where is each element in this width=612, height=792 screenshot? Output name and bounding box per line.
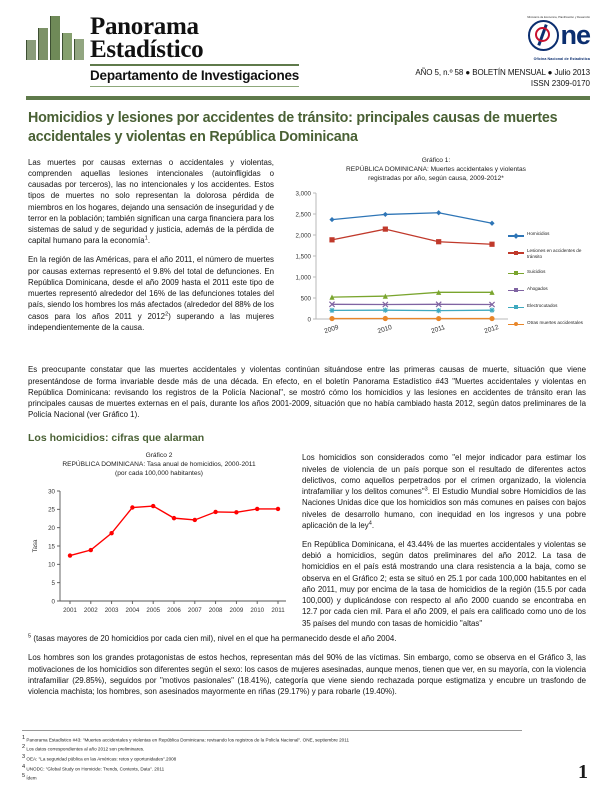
brand-rule (90, 64, 299, 66)
issn-info: ISSN 2309-0170 (530, 79, 590, 88)
grafico1-label: Gráfico 1: (421, 156, 451, 164)
homicidios-paragraph-2-cont-wrap (28, 633, 586, 697)
header-divider-band (26, 96, 590, 100)
svg-text:2,500: 2,500 (295, 211, 311, 219)
page-header (0, 0, 612, 88)
svg-text:0: 0 (307, 316, 311, 324)
grafico1-legend (508, 231, 586, 336)
grafico1-series-1 (329, 227, 494, 247)
footnotes-block (22, 730, 522, 782)
homicidios-paragraph-2-start (302, 539, 586, 629)
grafico2-title (28, 452, 290, 479)
grafico1-title-main: REPÚBLICA DOMINICANA: Muertes accidentales y violentas (346, 165, 526, 173)
svg-text:15: 15 (48, 543, 55, 551)
grafico2-xtick: 2011 (271, 607, 285, 615)
svg-text:25: 25 (48, 506, 55, 514)
masthead-brand (26, 14, 299, 87)
department-label: Departamento de Investigaciones (90, 68, 300, 83)
legend-item (508, 320, 586, 328)
top-section (28, 157, 586, 356)
svg-text:0: 0 (51, 598, 55, 606)
legend-label: Homicidios (527, 231, 550, 237)
svg-text:500: 500 (300, 295, 311, 303)
footnote-number: 5 (22, 773, 26, 780)
page-number: 1 (578, 761, 588, 783)
intro-paragraph-1 (28, 157, 274, 247)
bar-chart-logo-icon (26, 14, 84, 62)
svg-text:2,000: 2,000 (295, 232, 311, 240)
legend-label: Electrocutados (527, 302, 558, 308)
svg-text:1,000: 1,000 (295, 274, 311, 282)
grafico1-series-2 (329, 290, 494, 300)
footnote-ref-2: 2 (165, 310, 169, 317)
grafico1-xtick: 2012 (483, 324, 500, 336)
intro-text-column (28, 157, 274, 356)
legend-swatch-icon (508, 270, 524, 277)
section-heading-homicidios: Los homicidios: cifras que alarman (28, 432, 205, 445)
hom-p2b-text: (tasas mayores de 20 homicidios por cada cien mil), nivel en el que ha permanecido desde el año 2004. (31, 634, 397, 644)
legend-swatch-icon (508, 249, 524, 256)
homicidios-section (28, 452, 586, 631)
grafico2-xtick: 2004 (125, 607, 140, 615)
legend-swatch-icon (508, 321, 524, 328)
hom-p1c-text: . (371, 520, 375, 530)
one-o-glyph (528, 20, 559, 51)
department-rule (90, 86, 299, 87)
grafico2-ylabel: Tasa (33, 539, 39, 553)
grafico2-xtick: 2005 (146, 607, 161, 615)
legend-item (508, 269, 586, 277)
intro-paragraph-2 (28, 254, 274, 333)
grafico2-xtick: 2010 (250, 607, 265, 615)
footnote-number: 1 (22, 734, 26, 741)
intro-p1-end: . (147, 236, 151, 246)
legend-label: Suicidios (527, 268, 546, 274)
grafico2-svg (28, 483, 290, 631)
legend-label: Ahogados (527, 285, 548, 291)
grafico2-plot (28, 483, 290, 631)
one-logo-block (415, 14, 590, 88)
legend-item (508, 248, 586, 259)
one-logo-subtitle: Oficina Nacional de Estadística (533, 57, 590, 61)
legend-swatch-icon (508, 232, 524, 239)
one-ne-text: ne (560, 20, 590, 50)
hom-p1a-text: Los homicidios son considerados como "el mejor indicador para estimar los niveles de violencia de un país porque son el resultado de diferentes actos delictivos, como aquellos perpetrados por el crimen organizado, la violencia intrafamiliar y los delitos comunes" (302, 453, 586, 497)
footnote-item: $^3$ OEA: "La seguridad pública en las Américas: retos y oportunidades".2008 (22, 754, 177, 762)
grafico1-series-4 (329, 308, 494, 314)
legend-item (508, 231, 586, 239)
legend-item (508, 286, 586, 294)
svg-text:30: 30 (48, 488, 55, 496)
grafico1-plot (286, 187, 586, 355)
hom-p2a-text: En República Dominicana, el 43.44% de las muertes accidentales y violentas se debió a homicidios, según datos preliminares del año 2012. La tasa de homicidios en el país está mostrando una clara resistencia a la baja, como se observa en el Gráfico 2; esta se situó en 25.1 por cada 100,000 habitantes en el año 2011, muy por encima de la tasa de homicidios de la región (15.5 por cada 100,000) y duplicándose con respecto al año 2000 cuando se encontraba en 12.7 por cada cien mil. Para el año 2009, el país era calificado como uno de los 35 países del mundo con tasas de homicidio "altas" (302, 540, 586, 628)
footnote-ref-3: 3 (424, 486, 428, 493)
svg-text:1,500: 1,500 (295, 253, 311, 261)
grafico2-xtick: 2007 (187, 607, 202, 615)
masthead-text (90, 14, 299, 87)
grafico1-column (286, 157, 586, 356)
grafico1-xtick: 2009 (323, 324, 340, 336)
footnote-item: $^4$ UNODC: "Global Study on Homicide: Trends, Contexts, Data". 2011 (22, 763, 165, 772)
svg-text:5: 5 (51, 580, 55, 588)
homicidios-paragraph-2-end (28, 633, 586, 644)
brand-title-line1: Panorama (90, 13, 199, 40)
svg-text:10: 10 (48, 561, 55, 569)
grafico1-series-3 (329, 302, 494, 307)
grafico2-xtick: 2002 (83, 607, 98, 615)
footnote-ref-1: 1 (144, 235, 148, 242)
intro-p2a-text: En la región de las Américas, para el año 2011, el número de muertes por causas externas representó el 9.8% del total de defunciones. En República Dominicana, desde el año 2009 hasta el 2011 este tipo de muertes representó alrededor del 16% de las defunciones totales del país, siendo los hombres los más afectados (alrededor del 88% de los casos para los años 2011 y 2012 (28, 255, 274, 321)
grafico2-xtick: 2001 (63, 607, 77, 615)
grafico1-xtick: 2011 (430, 324, 447, 336)
grafico2-title-main: REPÚBLICA DOMINICANA: Tasa anual de homicidios, 2000-2011 (62, 461, 256, 469)
footnote-ref-5: 5 (28, 633, 32, 640)
ministry-label: Ministerio de Economía, Planificación y Desarrollo (527, 16, 590, 19)
footnote-number: 4 (22, 763, 26, 770)
homicidios-paragraph-1 (302, 452, 586, 531)
footnote-ref-4: 4 (368, 520, 372, 527)
grafico2-xtick: 2008 (208, 607, 223, 615)
grafico1-series-5 (329, 316, 494, 321)
intro-paragraph-3: Es preocupante constatar que las muertes accidentales y violentas continúan situándose entre las primeras causas de muerte, situación que viene presentándose de forma invariable desde más de una década. En efecto, en el boletín Panorama Estadístico #43 "Muertes accidentales y violentas en República Dominicana: revisando los registros de la Policía Nacional", se mostró cómo los homicidios y las lesiones en accidentes de tránsito eran las principales causas de muertes externas en el país, durante los años 2001-2009, situación que no había cambiado hasta 2012, según datos preliminares de la Policía Nacional (ver Gráfico 1). (28, 365, 586, 420)
grafico1-title (286, 157, 586, 184)
legend-swatch-icon (508, 287, 524, 294)
legend-item (508, 303, 586, 311)
grafico2-xtick: 2009 (229, 607, 244, 615)
footnote-number: 2 (22, 744, 26, 751)
intro-p2b-text: ) superando a las mujeres independientemente de la causa. (28, 311, 274, 332)
homicidios-paragraph-3: Los hombres son los grandes protagonistas de estos hechos, representan más del 90% de las víctimas. Sin embargo, como se observa en el Gráfico 3, las motivaciones de los homicidios son diferentes según el sexo: los casos de mujeres asesinadas, aunque menos, tienen que ver, en su mayoría, con la violencia intrafamiliar (29.85%), seguidos por "motivos pasionales" (18.41%), categoría que viene siendo rechazada porque estigmatiza y encubre un trasfondo de violencia machista; los hombres, son asesinados mayormente en riñas (29.17%) y para robarle (19.40%). (28, 653, 586, 697)
one-logo-icon (528, 20, 590, 51)
svg-text:20: 20 (48, 525, 55, 533)
svg-text:3,000: 3,000 (295, 190, 311, 198)
grafico1-series-0 (329, 211, 494, 227)
legend-label: Otras muertes accidentales (527, 319, 583, 325)
grafico2-subtitle: (por cada 100,000 habitantes) (115, 470, 203, 478)
intro-paragraph-3-wrap (28, 364, 586, 420)
grafico2-xtick: 2003 (104, 607, 119, 615)
footnote-item: $^2$ Los datos correspondientes al año 2012 son preliminares. (22, 744, 145, 752)
issue-info: AÑO 5, n.º 58 ● BOLETÍN MENSUAL ● Julio 2013 (415, 68, 590, 77)
hom-p1b-text: . El Estudio Mundial sobre Homicidios de las Naciones Unidas dice que los homicidios son más comunes en países con bajos niveles de desarrollo humano, con inequidad en los ingresos y una pobre aplicación de la ley (302, 487, 586, 530)
grafico2-column (28, 452, 290, 631)
grafico1-xtick: 2010 (376, 324, 393, 336)
intro-p1-text: Las muertes por causas externas o accidentales y violentas, comprenden aquellas lesiones intencionales (autoinfligidas o causadas por terceros), las no intencionales y los accidentes. Estos tipos de muertes no solo representan la dolorosa pérdida de miembros en los hogares, dejando una sensación de inseguridad y de terror en la población; también significan una carga financiera para los sistemas de salud y de seguridad y justicia, además de la pérdida de capital humano para la economía (28, 157, 274, 246)
grafico2-xtick: 2006 (167, 607, 181, 615)
grafico2-label: Gráfico 2 (145, 452, 173, 460)
footnote-number: 3 (22, 754, 26, 761)
footnote-item: $^5$ Ídem (22, 773, 37, 781)
legend-label: Lesiones en accidentes de tránsito (527, 248, 582, 260)
page-title: Homicidios y lesiones por accidentes de tránsito: principales causas de muertes accidentales y violentas en República Dominicana (28, 110, 558, 145)
grafico1-subtitle: registradas por año, según causa, 2009-2012* (368, 174, 504, 182)
footnote-item: $^1$ Panorama Estadístico #43: "Muertes accidentales y violentas en República Dominicana: revisando los registros de la Policía Nacional". ONE, septiembre 2011 (22, 734, 350, 743)
legend-swatch-icon (508, 304, 524, 311)
brand-title-line2: Estadístico (90, 36, 204, 63)
homicidios-text-column (302, 452, 586, 631)
